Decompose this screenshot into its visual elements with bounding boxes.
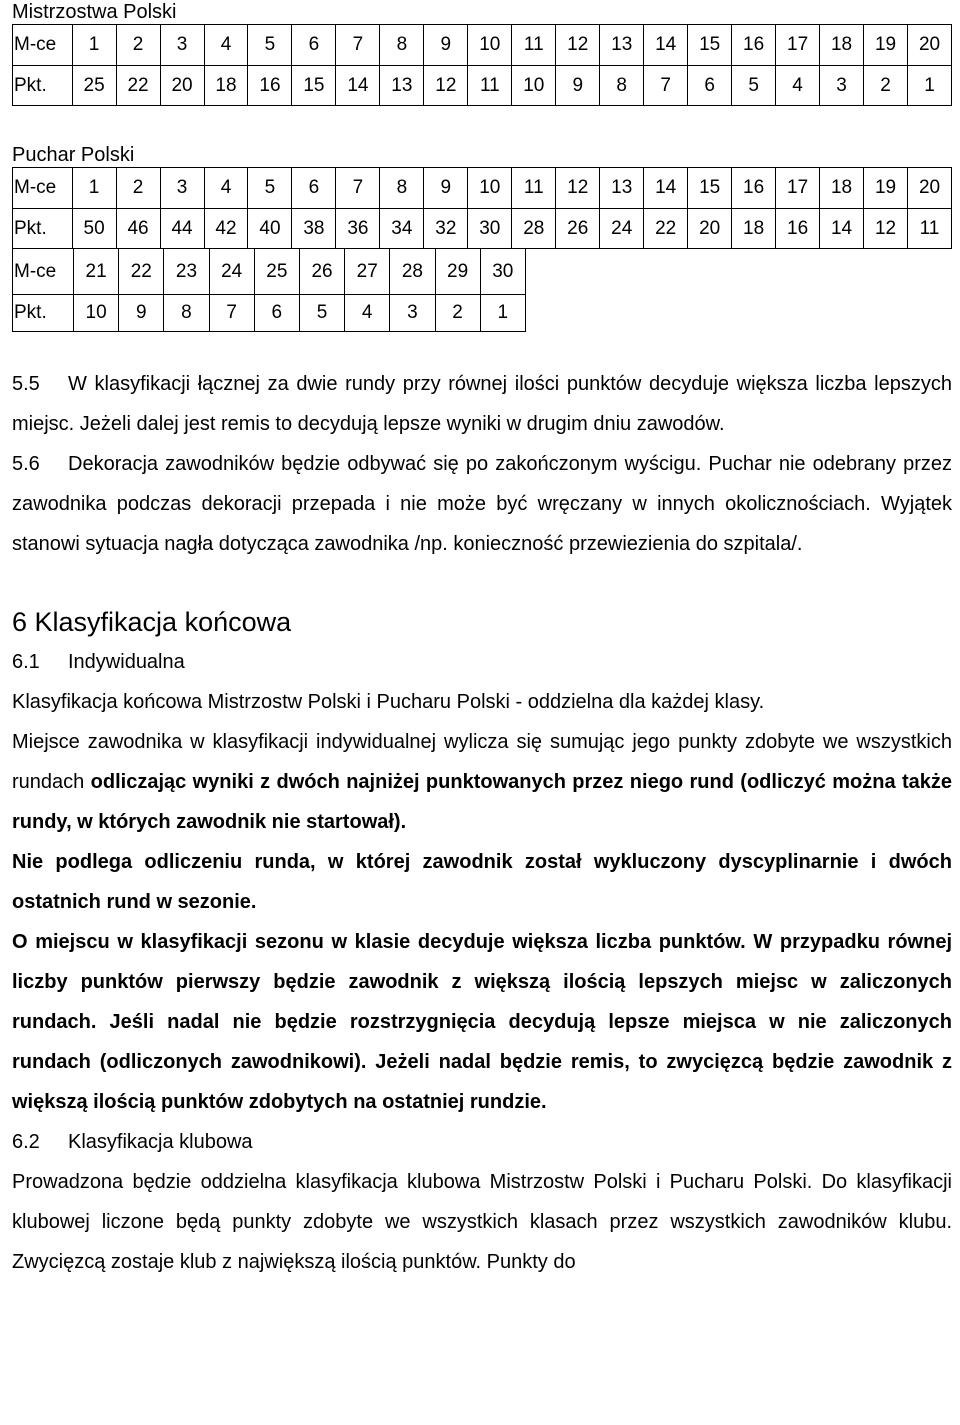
place-cell: 26 [299, 249, 344, 295]
row-header-points: Pkt. [13, 295, 74, 332]
points-cell: 2 [435, 295, 480, 332]
place-cell: 3 [160, 25, 204, 66]
points-cell: 6 [254, 295, 299, 332]
points-cell: 11 [468, 66, 512, 106]
place-cell: 20 [908, 25, 952, 66]
points-cell: 44 [160, 209, 204, 249]
place-cell: 18 [820, 25, 864, 66]
place-cell: 28 [390, 249, 435, 295]
place-cell: 15 [688, 168, 732, 209]
paragraph-bold-text: Nie podlega odliczeniu runda, w której zawodnik został wykluczony dyscyplinarnie i dwóch ostatnich rund w sezonie. [12, 851, 952, 913]
mp-points-table [12, 24, 952, 106]
place-cell: 3 [160, 168, 204, 209]
section-text: W klasyfikacji łącznej za dwie rundy przy równej ilości punktów decyduje większa liczba lepszych miejsc. Jeżeli dalej jest remis to decydują lepsze wyniki w drugim dniu zawodów. [12, 373, 952, 435]
pp-places-row-2 [13, 249, 526, 295]
paragraph-bold [12, 922, 952, 1122]
place-cell: 1 [72, 168, 116, 209]
place-cell: 15 [688, 25, 732, 66]
mp-places-row [13, 25, 952, 66]
points-cell: 46 [116, 209, 160, 249]
points-cell: 7 [209, 295, 254, 332]
points-cell: 14 [336, 66, 380, 106]
points-cell: 20 [688, 209, 732, 249]
points-cell: 12 [424, 66, 468, 106]
points-cell: 10 [512, 66, 556, 106]
points-cell: 1 [480, 295, 525, 332]
section-5-6 [12, 444, 952, 564]
points-cell: 34 [380, 209, 424, 249]
place-cell: 4 [204, 25, 248, 66]
points-cell: 38 [292, 209, 336, 249]
pp-points-table-continued [12, 248, 526, 332]
place-cell: 18 [820, 168, 864, 209]
place-cell: 14 [644, 25, 688, 66]
points-cell: 42 [204, 209, 248, 249]
place-cell: 17 [776, 25, 820, 66]
place-cell: 6 [292, 168, 336, 209]
points-cell: 5 [732, 66, 776, 106]
paragraph-bold [12, 842, 952, 922]
section-number: 6.2 [12, 1131, 40, 1153]
place-cell: 2 [116, 25, 160, 66]
place-cell: 12 [556, 168, 600, 209]
paragraph-bold-text: O miejscu w klasyfikacji sezonu w klasie decyduje większa liczba punktów. W przypadku równej liczby punktów pierwszy będzie zawodnik z większą ilością lepszych miejsc w zaliczonych rundach. Jeśli nadal nie będzie rozstrzygnięcia decydują lepsze miejsca w nie zaliczonych rundach (odliczonych zawodnikowi). Jeżeli nadal będzie remis, to zwycięzcą będzie zawodnik z większą ilością punktów zdobytych na ostatniej rundzie. [12, 931, 952, 1113]
points-cell: 6 [688, 66, 732, 106]
points-cell: 3 [390, 295, 435, 332]
points-cell: 40 [248, 209, 292, 249]
row-header-place: M-ce [13, 168, 73, 209]
points-cell: 22 [116, 66, 160, 106]
points-cell: 26 [556, 209, 600, 249]
place-cell: 1 [72, 25, 116, 66]
section-text: Dekoracja zawodników będzie odbywać się po zakończonym wyścigu. Puchar nie odebrany przez zawodnika podczas dekoracji przepada i nie może być wręczany w innych okolicznościach. Wyjątek stanowi sytuacja nagła dotycząca zawodnika /np. konieczność przewiezienia do szpitala/. [12, 453, 952, 555]
section-number: 6.1 [12, 651, 40, 673]
points-cell: 11 [908, 209, 952, 249]
place-cell: 6 [292, 25, 336, 66]
points-cell: 28 [512, 209, 556, 249]
place-cell: 25 [254, 249, 299, 295]
points-cell: 36 [336, 209, 380, 249]
points-cell: 8 [600, 66, 644, 106]
points-cell: 22 [644, 209, 688, 249]
place-cell: 8 [380, 25, 424, 66]
row-header-place: M-ce [13, 25, 73, 66]
place-cell: 14 [644, 168, 688, 209]
points-cell: 1 [908, 66, 952, 106]
row-header-place: M-ce [13, 249, 74, 295]
paragraph: Prowadzona będzie oddzielna klasyfikacja klubowa Mistrzostw Polski i Pucharu Polski. Do klasyfikacji klubowej liczone będą punkty zdobyte we wszystkich klasach przez wszystkich zawodników klubu. Zwycięzcą zostaje klub z największą ilością punktów. Punkty do [12, 1171, 952, 1273]
place-cell: 19 [864, 25, 908, 66]
paragraph-bold-text: odliczając wyniki z dwóch najniżej punktowanych przez niego rund (odliczyć można także rundy, w których zawodnik nie startował). [12, 771, 952, 833]
points-cell: 8 [164, 295, 209, 332]
place-cell: 24 [209, 249, 254, 295]
place-cell: 30 [480, 249, 525, 295]
pp-points-table [12, 167, 952, 249]
points-cell: 2 [864, 66, 908, 106]
points-cell: 15 [292, 66, 336, 106]
place-cell: 13 [600, 25, 644, 66]
points-cell: 25 [72, 66, 116, 106]
place-cell: 10 [468, 168, 512, 209]
place-cell: 27 [345, 249, 390, 295]
points-cell: 50 [72, 209, 116, 249]
pp-points-row-2 [13, 295, 526, 332]
paragraph [12, 722, 952, 842]
points-cell: 18 [204, 66, 248, 106]
heading-6: 6 Klasyfikacja końcowa [12, 607, 292, 637]
place-cell: 7 [336, 168, 380, 209]
section-5-5 [12, 364, 952, 444]
section-6-1-heading [12, 642, 952, 682]
mp-points-row [13, 66, 952, 106]
place-cell: 29 [435, 249, 480, 295]
points-cell: 20 [160, 66, 204, 106]
place-cell: 12 [556, 25, 600, 66]
section-title: Klasyfikacja klubowa [68, 1131, 253, 1153]
place-cell: 2 [116, 168, 160, 209]
row-header-points: Pkt. [13, 66, 73, 106]
place-cell: 16 [732, 25, 776, 66]
points-cell: 5 [299, 295, 344, 332]
points-cell: 30 [468, 209, 512, 249]
place-cell: 13 [600, 168, 644, 209]
pp-table-caption: Puchar Polski [12, 144, 135, 166]
points-cell: 32 [424, 209, 468, 249]
place-cell: 23 [164, 249, 209, 295]
points-cell: 9 [556, 66, 600, 106]
place-cell: 22 [119, 249, 164, 295]
place-cell: 7 [336, 25, 380, 66]
place-cell: 8 [380, 168, 424, 209]
points-cell: 4 [776, 66, 820, 106]
place-cell: 17 [776, 168, 820, 209]
place-cell: 11 [512, 168, 556, 209]
points-cell: 24 [600, 209, 644, 249]
place-cell: 21 [74, 249, 119, 295]
place-cell: 4 [204, 168, 248, 209]
row-header-points: Pkt. [13, 209, 73, 249]
section-6-2-heading [12, 1122, 952, 1162]
points-cell: 7 [644, 66, 688, 106]
section-number: 5.6 [12, 453, 40, 475]
place-cell: 16 [732, 168, 776, 209]
place-cell: 9 [424, 25, 468, 66]
paragraph: Klasyfikacja końcowa Mistrzostw Polski i Pucharu Polski - oddzielna dla każdej klasy. [12, 691, 765, 713]
points-cell: 16 [776, 209, 820, 249]
points-cell: 10 [74, 295, 119, 332]
place-cell: 5 [248, 25, 292, 66]
points-cell: 18 [732, 209, 776, 249]
pp-points-row [13, 209, 952, 249]
points-cell: 3 [820, 66, 864, 106]
points-cell: 16 [248, 66, 292, 106]
mp-table-caption: Mistrzostwa Polski [12, 1, 177, 23]
points-cell: 4 [345, 295, 390, 332]
place-cell: 20 [908, 168, 952, 209]
paragraph-text: Miejsce zawodnika w klasyfikacji indywidualnej wylicza się sumując jego punkty zdobyte we wszystkich rundach [12, 731, 952, 793]
pp-places-row [13, 168, 952, 209]
points-cell: 13 [380, 66, 424, 106]
points-cell: 9 [119, 295, 164, 332]
points-cell: 12 [864, 209, 908, 249]
place-cell: 19 [864, 168, 908, 209]
section-title: Indywidualna [68, 651, 185, 673]
place-cell: 5 [248, 168, 292, 209]
place-cell: 11 [512, 25, 556, 66]
section-number: 5.5 [12, 373, 40, 395]
document-page [12, 0, 952, 1282]
points-cell: 14 [820, 209, 864, 249]
place-cell: 9 [424, 168, 468, 209]
place-cell: 10 [468, 25, 512, 66]
